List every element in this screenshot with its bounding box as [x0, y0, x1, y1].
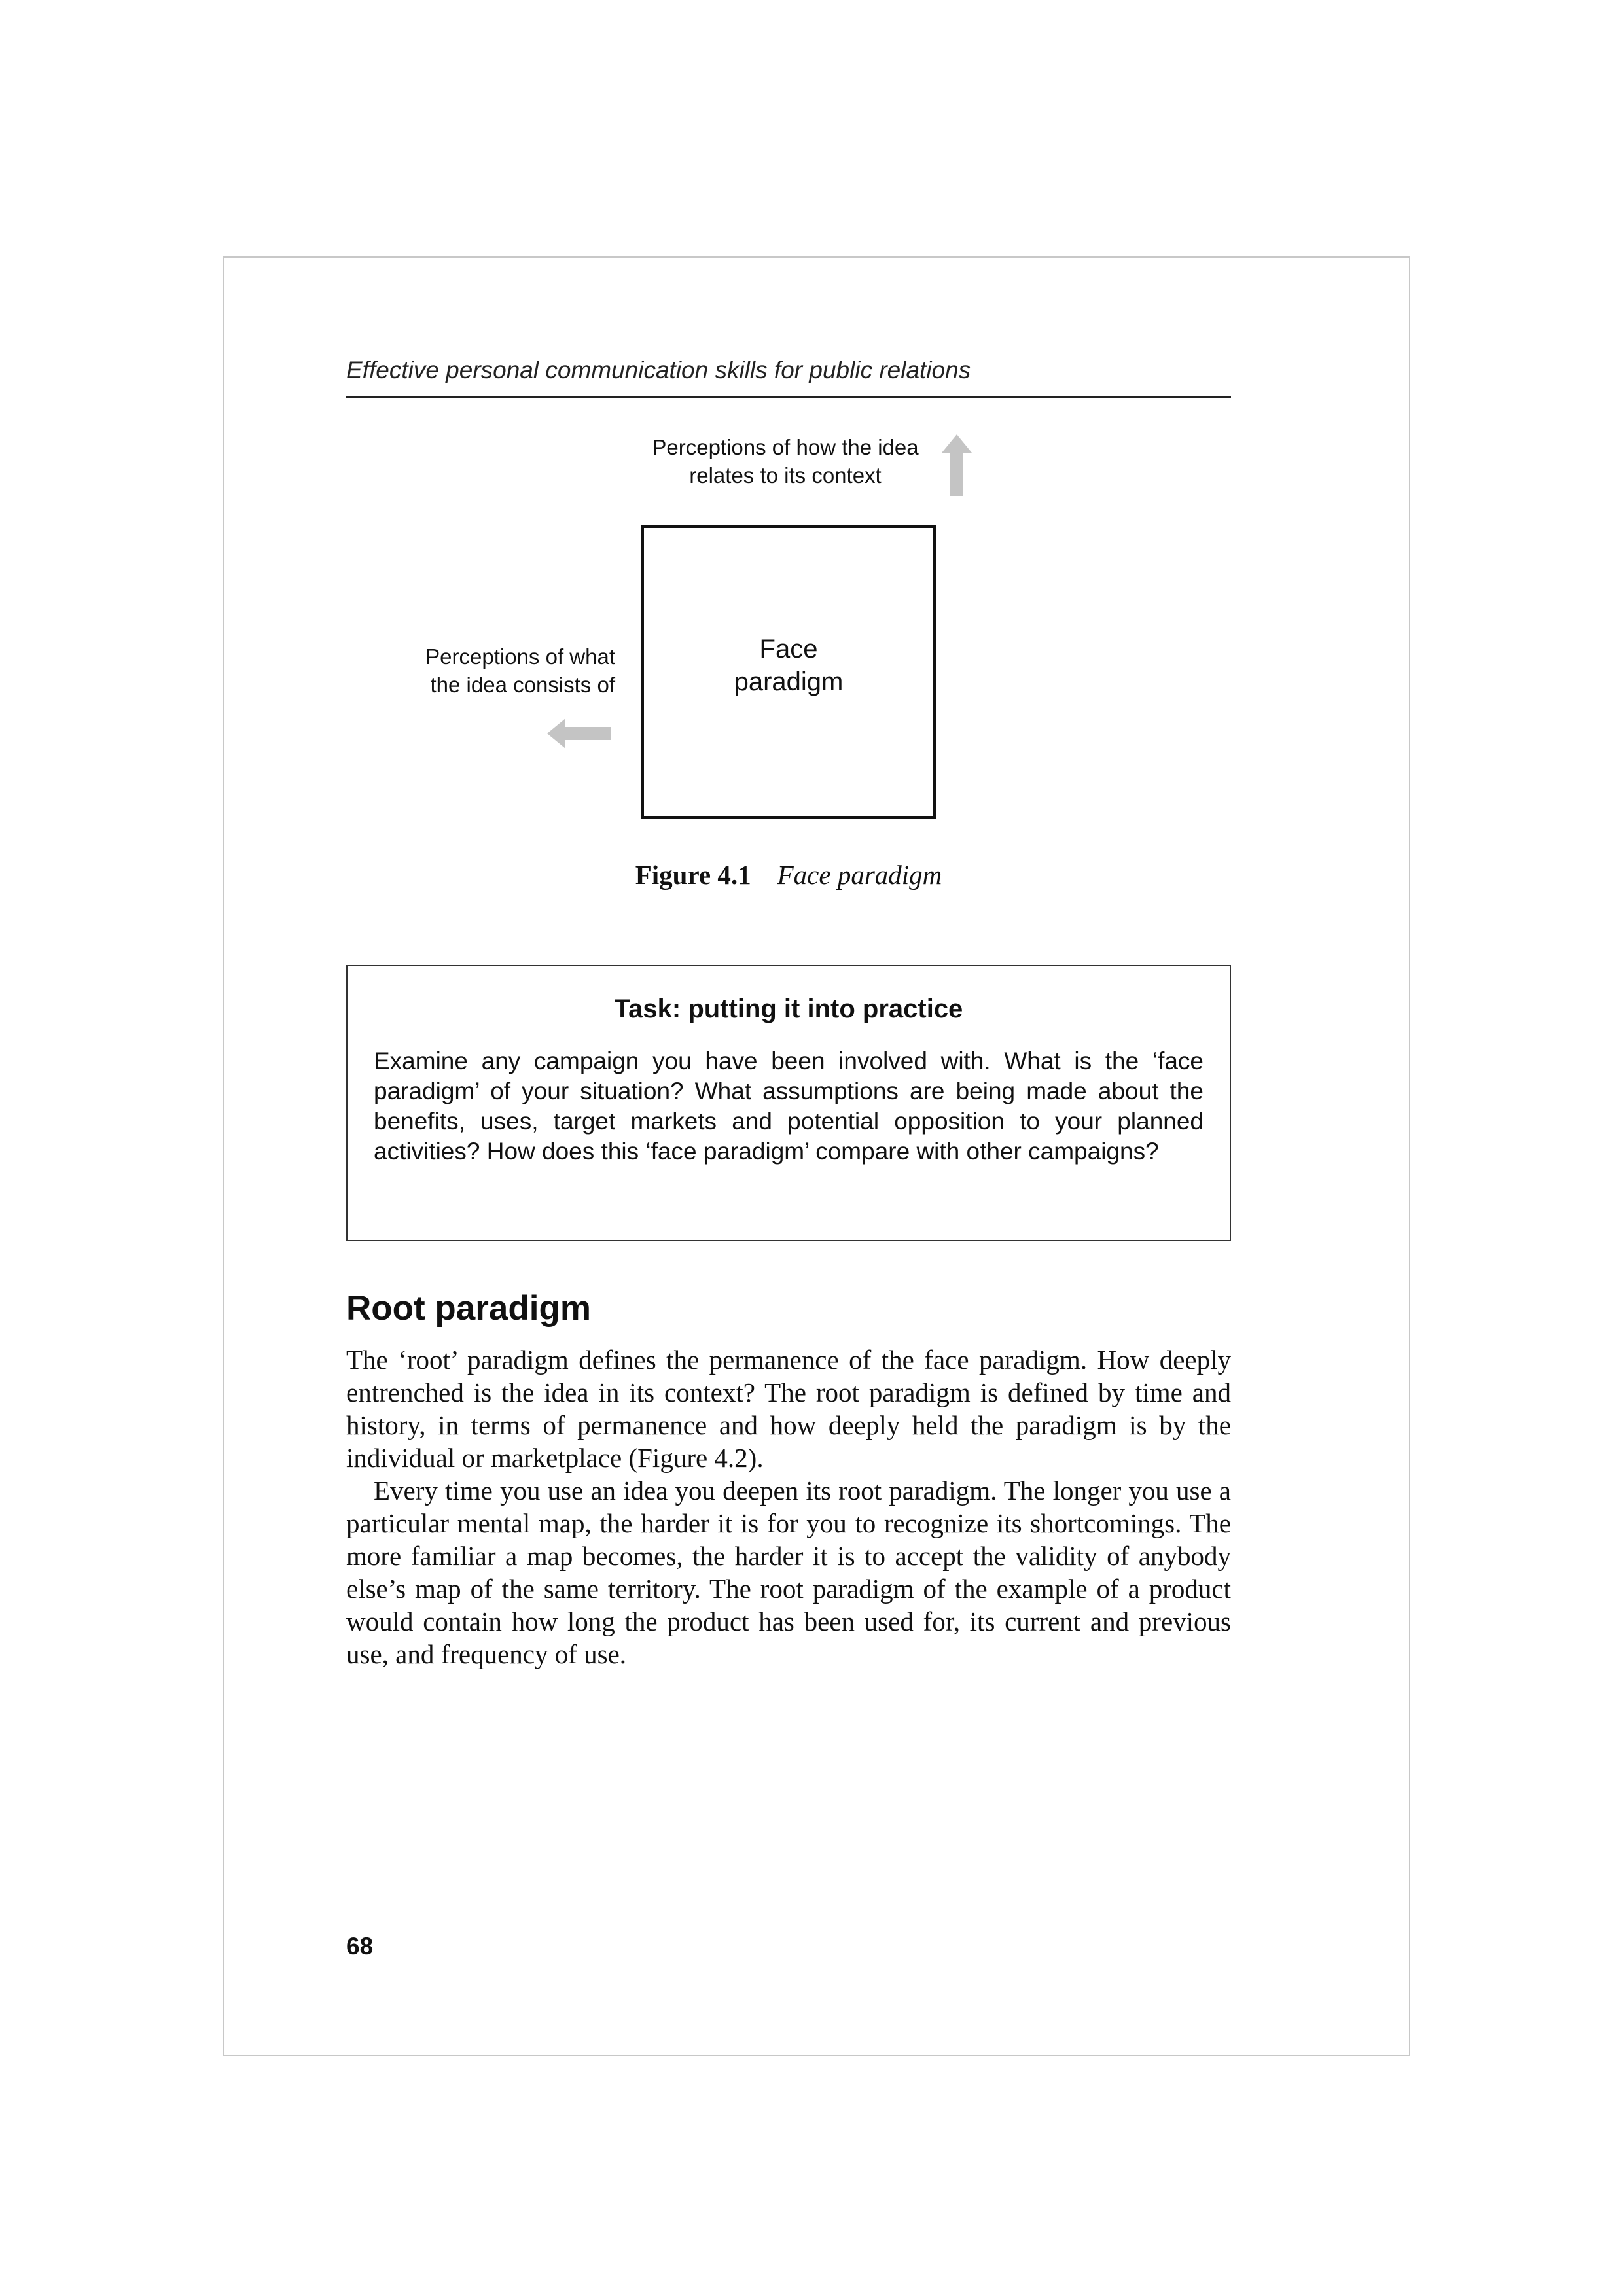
figure-top-label: Perceptions of how the idea relates to its context: [652, 435, 919, 487]
face-paradigm-box: [641, 525, 936, 819]
body-paragraph: The ‘root’ paradigm defines the permanence of the face paradigm. How deeply entrenched is the idea in its context? The root paradigm is defined by time and history, in terms of permanence and how deeply held the paradigm is by the individual or marketplace (Figure 4.2).: [346, 1345, 1231, 1473]
left-arrow-icon: [547, 717, 611, 750]
up-arrow-shape: [942, 434, 972, 496]
task-box: [346, 965, 1231, 1241]
figure-number: Figure 4.1: [635, 860, 751, 890]
task-title: Task: putting it into practice: [614, 995, 963, 1023]
running-header: Effective personal communication skills for public relations: [346, 357, 971, 383]
header-rule: [346, 396, 1231, 398]
figure-left-label: Perceptions of what the idea consists of: [425, 645, 615, 697]
figure-title: Face paradigm: [777, 860, 942, 890]
face-paradigm-label: Face paradigm: [734, 635, 844, 696]
left-arrow-shape: [547, 718, 611, 749]
figure-caption: [346, 857, 1231, 892]
section-heading: Root paradigm: [346, 1289, 591, 1328]
up-arrow-icon: [940, 434, 973, 496]
task-body: Examine any campaign you have been involved with. What is the ‘face paradigm’ of your situation? What assumptions are being made about the benefits, uses, target markets and potential opposition to your planned activities? How does this ‘face paradigm’ compare with other campaigns?: [374, 1048, 1204, 1165]
section-body: [346, 1343, 1231, 1670]
page-number: 68: [346, 1933, 374, 1960]
body-paragraph: Every time you use an idea you deepen its root paradigm. The longer you use a particular mental map, the harder it is for you to recognize its shortcomings. The more familiar a map becomes, the harder it is to accept the validity of anybody else’s map of the same territory. The root paradigm of the example of a product would contain how long the product has been used for, its current and previous use, and frequency of use.: [346, 1475, 1231, 1669]
